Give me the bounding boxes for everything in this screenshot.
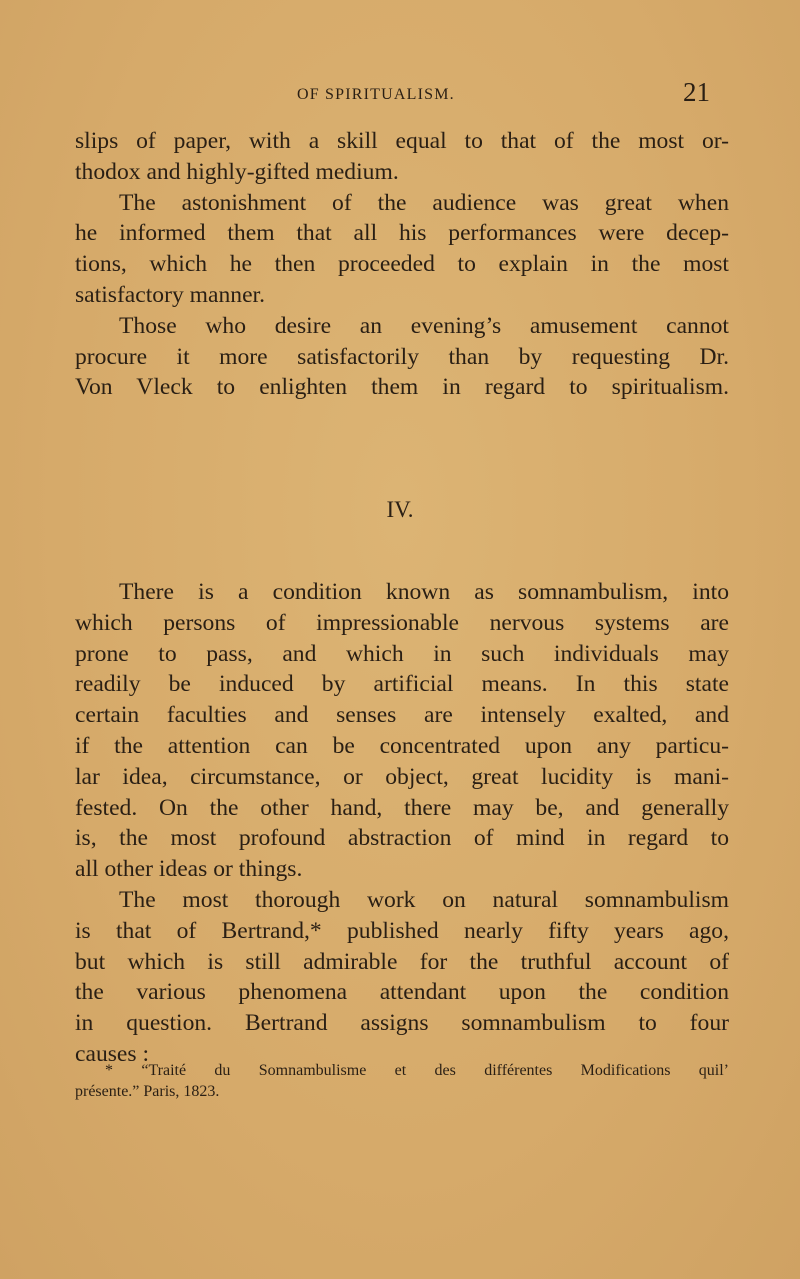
text-line: is, the most profound abstraction of mind in regard to — [75, 825, 729, 852]
text-line: fested. On the other hand, there may be, and generally — [75, 794, 729, 821]
footnote — [75, 1060, 729, 1102]
text-line: The most thorough work on natural somnambulism — [119, 886, 729, 913]
text-line: but which is still admirable for the truthful account of — [75, 948, 729, 975]
text-line: satisfactory manner. — [75, 281, 265, 308]
paragraph — [75, 577, 729, 885]
text-line: lar idea, circumstance, or object, great lucidity is mani- — [75, 763, 729, 790]
text-line: thodox and highly-gifted medium. — [75, 158, 399, 185]
page-number: 21 — [683, 77, 710, 107]
body-text-top — [75, 126, 729, 403]
text-line: all other ideas or things. — [75, 856, 303, 883]
text-line: certain faculties and senses are intensely exalted, and — [75, 702, 729, 729]
paragraph — [75, 188, 729, 311]
text-line: in question. Bertrand assigns somnambulism to four — [75, 1010, 729, 1037]
paragraph — [75, 311, 729, 403]
running-title: OF SPIRITUALISM. — [297, 86, 455, 103]
text-line: Von Vleck to enlighten them in regard to spiritualism. — [75, 374, 729, 401]
footnote-line: présente.” Paris, 1823. — [75, 1083, 220, 1100]
footnote-line: * “Traité du Somnambulisme et des différentes Modifications quil’ — [105, 1062, 729, 1079]
text-line: is that of Bertrand,* published nearly fifty years ago, — [75, 917, 729, 944]
text-line: he informed them that all his performances were decep- — [75, 220, 729, 247]
body-text-section — [75, 577, 729, 1070]
text-line: prone to pass, and which in such individuals may — [75, 640, 729, 667]
text-line: if the attention can be concentrated upon any particu- — [75, 732, 729, 759]
text-line: the various phenomena attendant upon the condition — [75, 979, 729, 1006]
paragraph — [75, 885, 729, 1070]
page-header — [0, 77, 800, 112]
section-heading: IV. — [386, 497, 414, 522]
text-line: The astonishment of the audience was great when — [119, 189, 729, 216]
text-line: readily be induced by artificial means. In this state — [75, 671, 729, 698]
text-line: There is a condition known as somnambulism, into — [119, 579, 729, 605]
text-line: which persons of impressionable nervous systems are — [75, 609, 729, 636]
text-line: causes : — [75, 1040, 150, 1067]
paragraph — [75, 126, 729, 188]
text-line: Those who desire an evening’s amusement cannot — [119, 312, 729, 339]
text-line: procure it more satisfactorily than by requesting Dr. — [75, 343, 729, 370]
text-line: slips of paper, with a skill equal to that of the most or- — [75, 128, 729, 154]
text-line: tions, which he then proceeded to explain in the most — [75, 251, 729, 278]
